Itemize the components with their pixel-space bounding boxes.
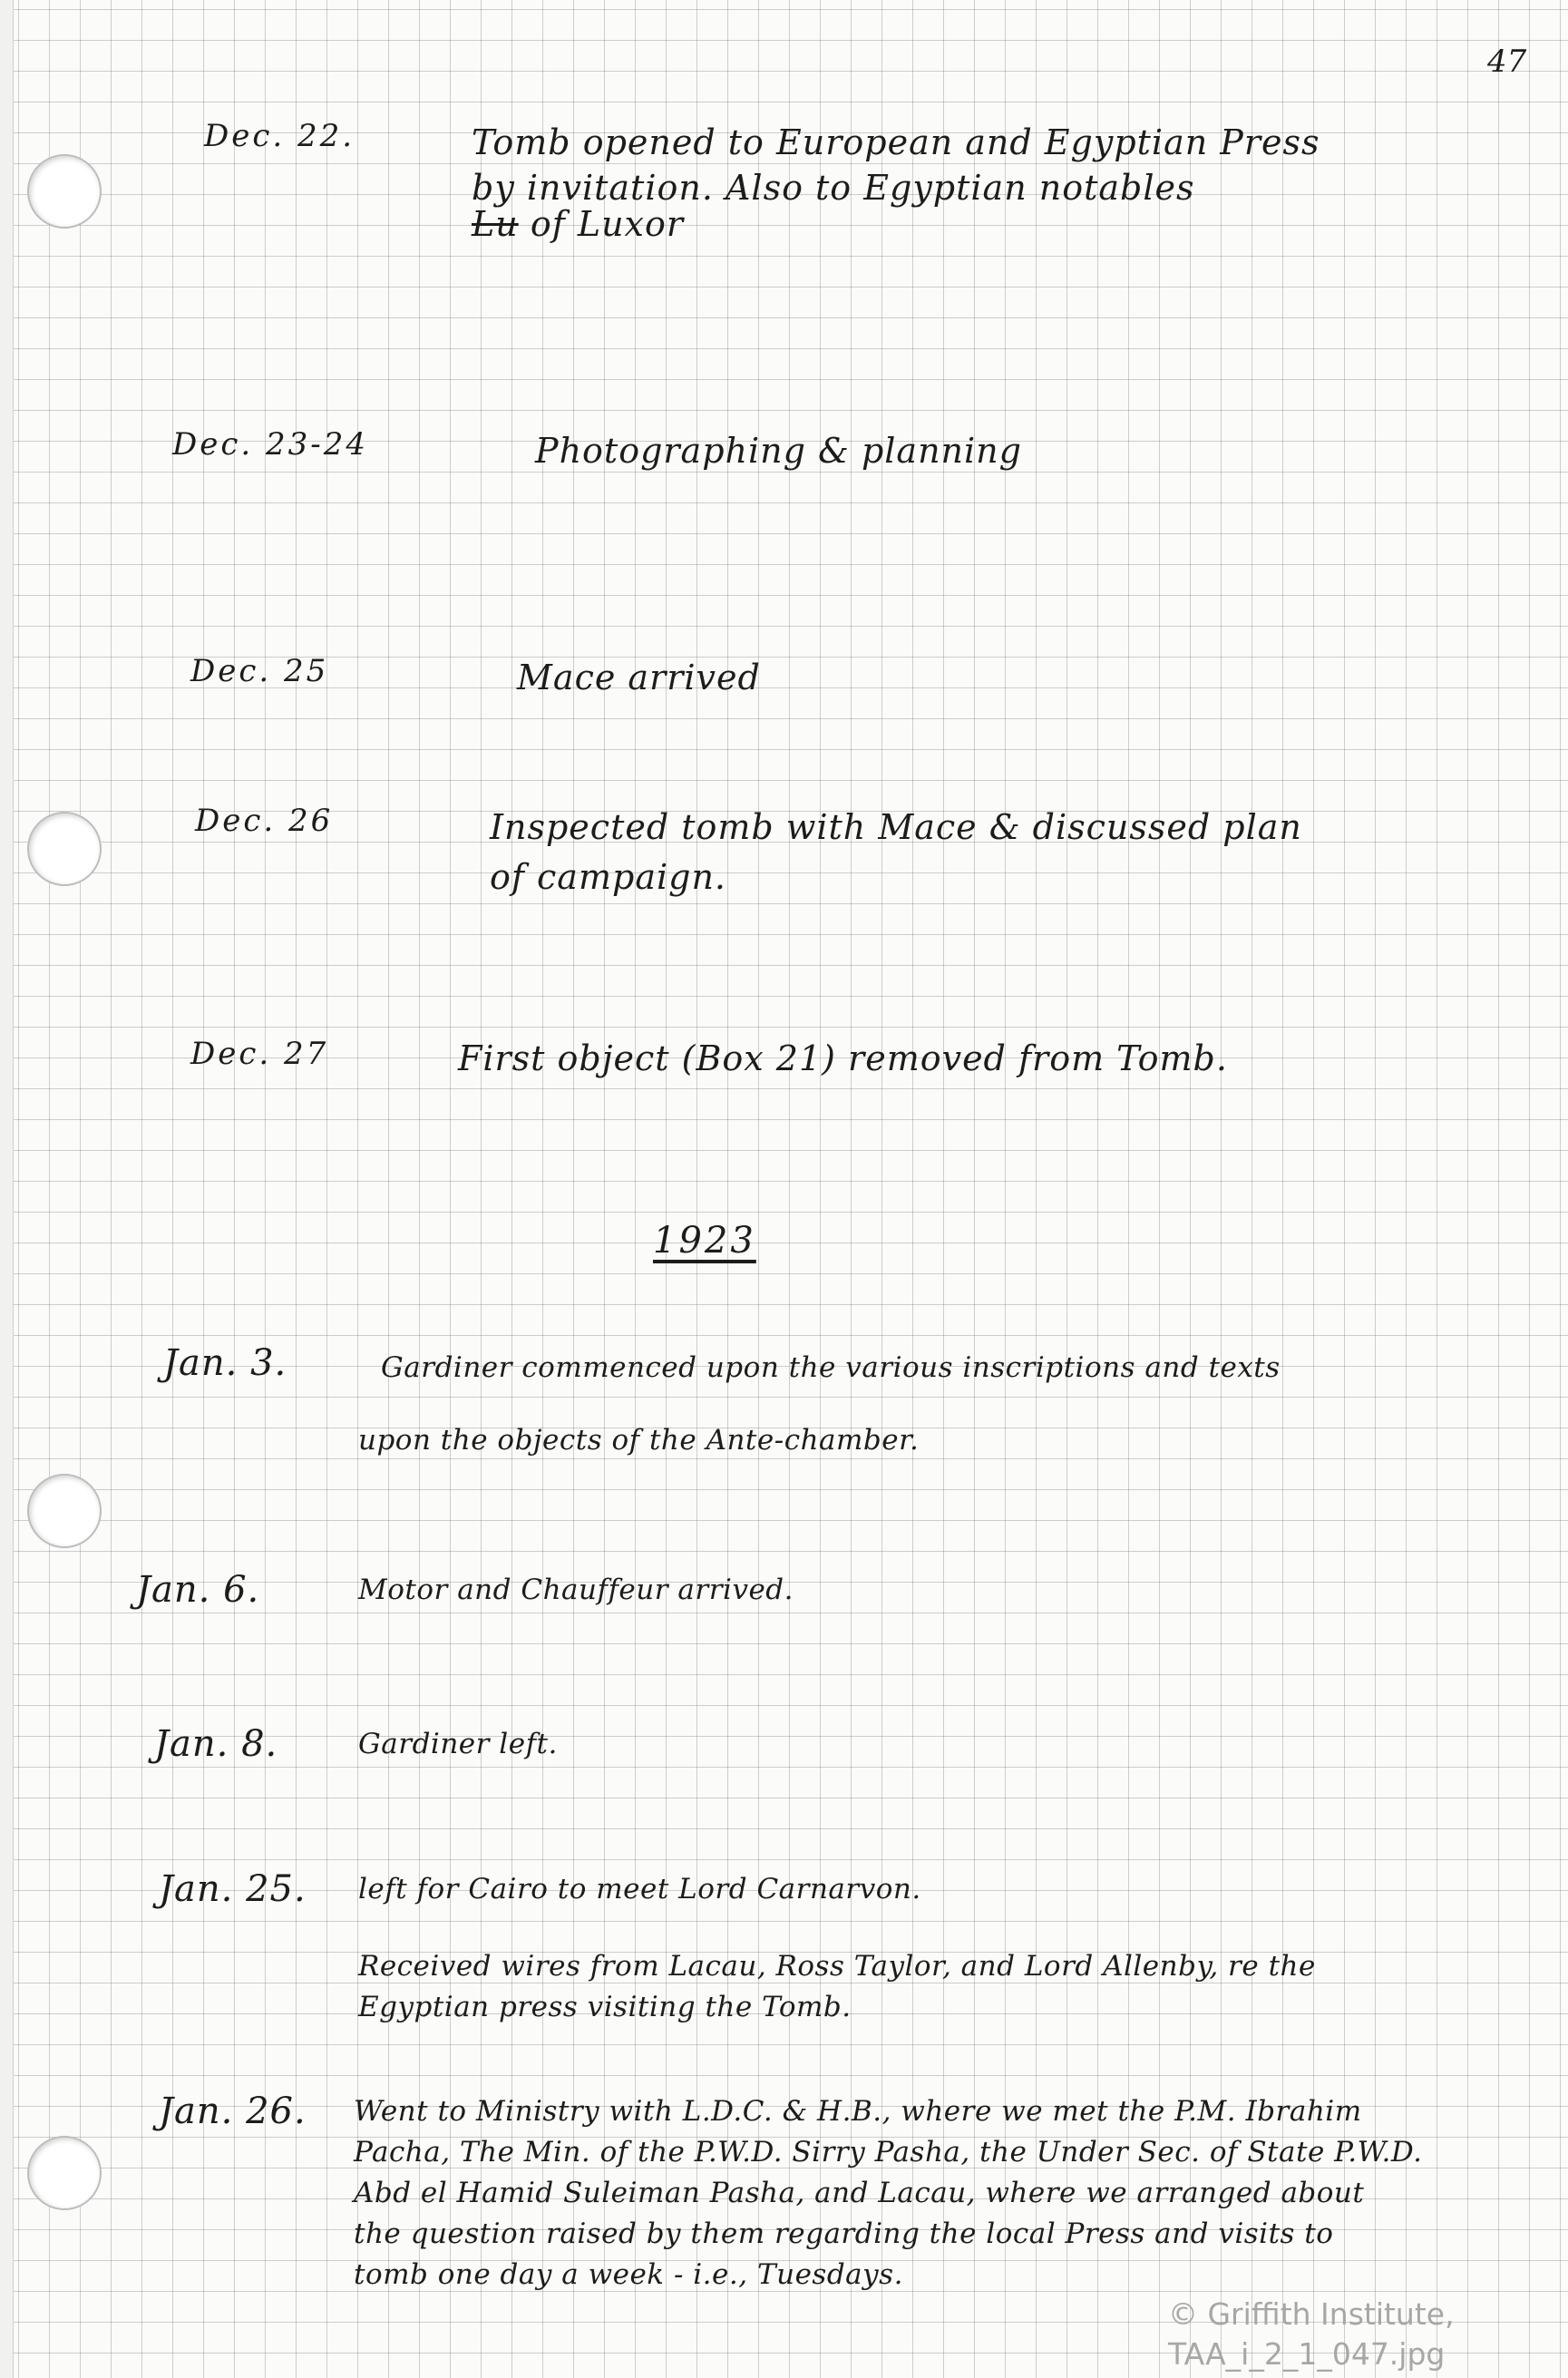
entry-line: Motor and Chauffeur arrived. xyxy=(358,1574,794,1606)
entry-line: Gardiner commenced upon the various inscriptions and texts xyxy=(381,1351,1281,1384)
entry-date: Dec. 25 xyxy=(190,653,329,689)
entry-line: by invitation. Also to Egyptian notables xyxy=(472,168,1195,208)
entry-line: Tomb opened to European and Egyptian Press xyxy=(472,122,1320,162)
entry-line: Photographing & planning xyxy=(535,431,1022,471)
entry-date: Jan. 26. xyxy=(159,2090,307,2132)
entry-line: tomb one day a week - i.e., Tuesdays. xyxy=(354,2258,903,2291)
page-number: 47 xyxy=(1487,44,1527,80)
entry-line: of campaign. xyxy=(490,857,727,897)
binder-hole xyxy=(27,154,102,229)
entry-line: Gardiner left. xyxy=(358,1728,558,1760)
entry-line: First object (Box 21) removed from Tomb. xyxy=(458,1038,1228,1078)
entry-date: Jan. 25. xyxy=(159,1868,307,1910)
entry-date: Dec. 27 xyxy=(190,1036,329,1072)
entry-line: Went to Ministry with L.D.C. & H.B., where we met the P.M. Ibrahim xyxy=(354,2095,1362,2128)
entry-line: Received wires from Lacau, Ross Taylor, and Lord Allenby, re the xyxy=(358,1950,1316,1983)
year-heading: 1923 xyxy=(653,1220,756,1262)
entry-line: the question raised by them regarding the local Press and visits to xyxy=(354,2217,1334,2250)
binder-hole xyxy=(27,1474,102,1548)
entry-date: Dec. 22. xyxy=(204,118,355,154)
entry-line: Mace arrived xyxy=(517,658,761,697)
entry-date: Jan. 3. xyxy=(163,1342,287,1384)
watermark-line: TAA_i_2_1_047.jpg xyxy=(1168,2336,1446,2372)
entry-line-text: of Luxor xyxy=(530,204,685,244)
entry-line: Inspected tomb with Mace & discussed plan xyxy=(490,807,1302,847)
entry-line: Abd el Hamid Suleiman Pasha, and Lacau, where we arranged about xyxy=(354,2177,1365,2209)
entry-line: Pacha, The Min. of the P.W.D. Sirry Pasha, the Under Sec. of State P.W.D. xyxy=(354,2136,1423,2168)
watermark-line: © Griffith Institute, xyxy=(1168,2296,1455,2332)
entry-date: Dec. 23-24 xyxy=(172,426,369,463)
struck-word: Lu xyxy=(472,204,519,244)
entry-line: Egyptian press visiting the Tomb. xyxy=(358,1991,852,2023)
binder-hole xyxy=(27,812,102,886)
page-edge xyxy=(0,0,14,2378)
entry-date: Dec. 26 xyxy=(195,803,334,839)
entry-date: Jan. 6. xyxy=(136,1569,260,1611)
entry-line xyxy=(472,204,684,244)
entry-date: Jan. 8. xyxy=(154,1723,278,1765)
entry-line: left for Cairo to meet Lord Carnarvon. xyxy=(358,1873,921,1905)
binder-hole xyxy=(27,2136,102,2210)
copyright-watermark xyxy=(1168,2295,1455,2374)
entry-line: upon the objects of the Ante-chamber. xyxy=(358,1424,920,1457)
